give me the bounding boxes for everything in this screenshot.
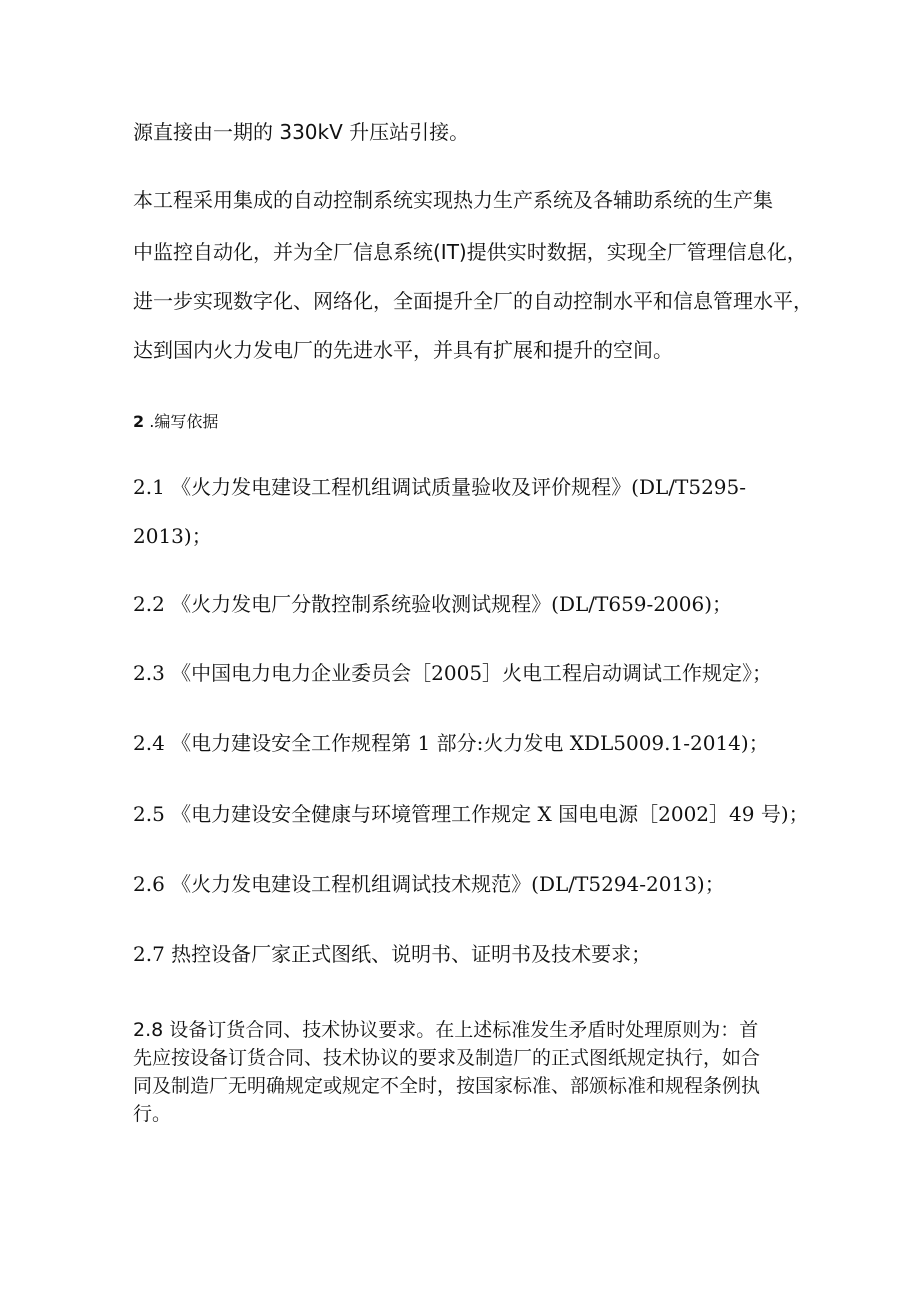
reference-2-5: 2.5 《电力建设安全健康与环境管理工作规定 X 国电电源［2002］49 号)； <box>133 802 809 826</box>
intro-line-1: 本工程采用集成的自动控制系统实现热力生产系统及各辅助系统的生产集 <box>133 188 773 212</box>
reference-2-8-line-4: 行。 <box>133 1103 172 1125</box>
reference-2-8-line-2: 先应按设备订货合同、技术协议的要求及制造厂的正式图纸规定执行，如合 <box>133 1047 761 1069</box>
reference-2-8-line-1: 2.8 设备订货合同、技术协议要求。在上述标准发生矛盾时处理原则为：首 <box>133 1019 759 1041</box>
intro-continuation: 源直接由一期的 330kV 升压站引接。 <box>133 120 470 144</box>
reference-2-1-line-2: 2013)； <box>133 524 212 548</box>
reference-2-8 <box>133 1016 803 1128</box>
section-title: .编写依据 <box>144 412 219 431</box>
intro-line-3: 进一步实现数字化、网络化，全面提升全厂的自动控制水平和信息管理水平， <box>133 289 813 313</box>
section-number: 2 <box>133 412 145 431</box>
reference-2-4: 2.4 《电力建设安全工作规程第 1 部分:火力发电 XDL5009.1-2014)； <box>133 731 769 755</box>
section-heading <box>133 408 218 436</box>
reference-2-7: 2.7 热控设备厂家正式图纸、说明书、证明书及技术要求； <box>133 942 652 966</box>
intro-line-2: 中监控自动化，并为全厂信息系统(IT)提供实时数据，实现全厂管理信息化， <box>133 240 807 264</box>
reference-2-3: 2.3 《中国电力电力企业委员会［2005］火电工程启动调试工作规定》； <box>133 661 773 685</box>
reference-2-2: 2.2 《火力发电厂分散控制系统验收测试规程》(DL/T659-2006)； <box>133 592 732 616</box>
reference-2-6: 2.6 《火力发电建设工程机组调试技术规范》(DL/T5294-2013)； <box>133 872 725 896</box>
intro-line-4: 达到国内火力发电厂的先进水平，并具有扩展和提升的空间。 <box>133 338 673 362</box>
reference-2-8-line-3: 同及制造厂无明确规定或规定不全时，按国家标准、部颁标准和规程条例执 <box>133 1075 761 1097</box>
reference-2-1-line-1: 2.1 《火力发电建设工程机组调试质量验收及评价规程》(DL/T5295- <box>133 475 747 499</box>
